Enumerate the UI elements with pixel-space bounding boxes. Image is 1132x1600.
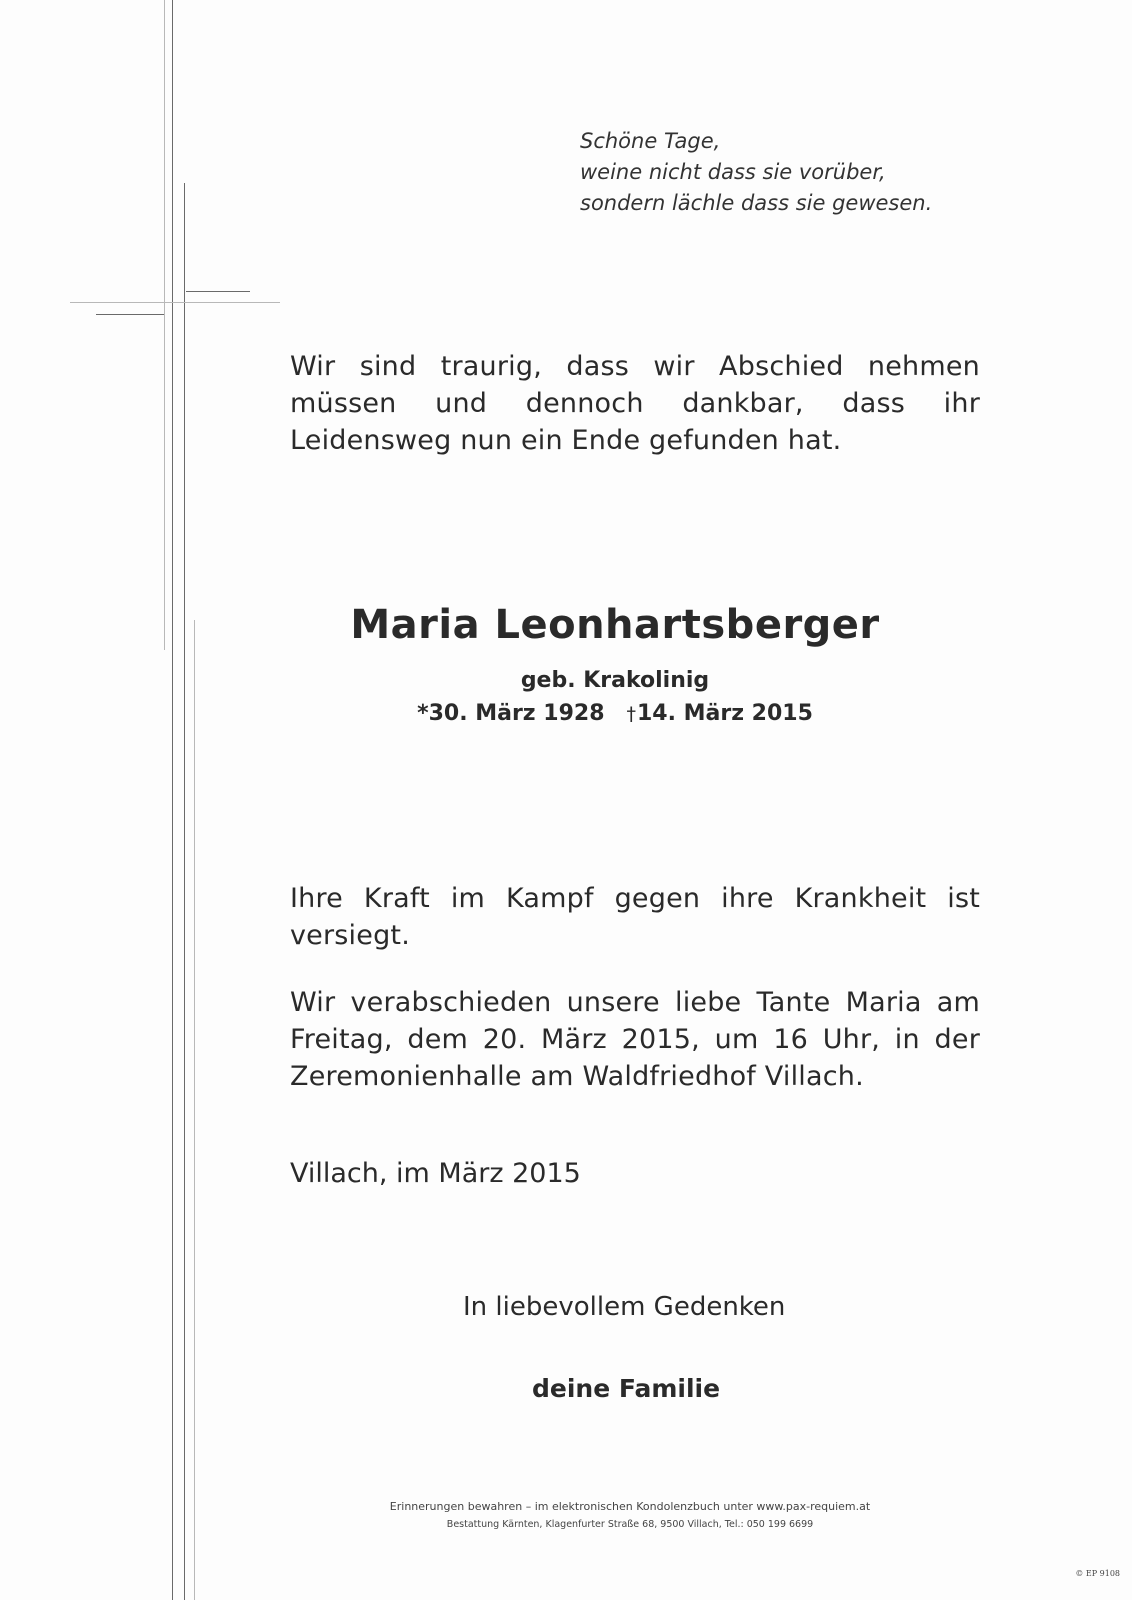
footer-line-1: Erinnerungen bewahren – im elektronischen Kondolenzbuch unter www.pax-requiem.at	[389, 1500, 871, 1513]
quote-line-3: sondern lächle dass sie gewesen.	[580, 191, 933, 215]
paragraph-funeral: Wir verabschieden unsere liebe Tante Maria am Freitag, dem 20. März 2015, um 16 Uhr, in der Zeremonienhalle am Waldfriedhof Villach.	[290, 987, 980, 1092]
life-dates	[270, 701, 960, 726]
death-date: 14. März 2015	[637, 701, 813, 726]
death-cross-icon: †	[626, 703, 636, 725]
quote	[580, 126, 932, 219]
signature: deine Familie	[532, 1374, 721, 1403]
birth-date: *30. März 1928	[417, 701, 605, 726]
birth-name: geb. Krakolinig	[520, 668, 710, 693]
intro-text: Wir sind traurig, dass wir Abschied nehmen müssen und dennoch dankbar, dass ihr Leidensweg nun ein Ende gefunden hat.	[290, 351, 980, 456]
closing-text: In liebevollem Gedenken	[463, 1292, 786, 1322]
paragraph-illness: Ihre Kraft im Kampf gegen ihre Krankheit ist versiegt.	[290, 883, 980, 951]
quote-line-1: Schöne Tage,	[580, 129, 721, 153]
quote-line-2: weine nicht dass sie vorüber,	[580, 160, 886, 184]
footer-line-2: Bestattung Kärnten, Klagenfurter Straße 68, 9500 Villach, Tel.: 050 199 6699	[446, 1519, 814, 1530]
deceased-name: Maria Leonhartsberger	[350, 602, 880, 648]
print-code: © EP 9108	[1075, 1569, 1120, 1578]
place-date: Villach, im März 2015	[290, 1158, 581, 1189]
